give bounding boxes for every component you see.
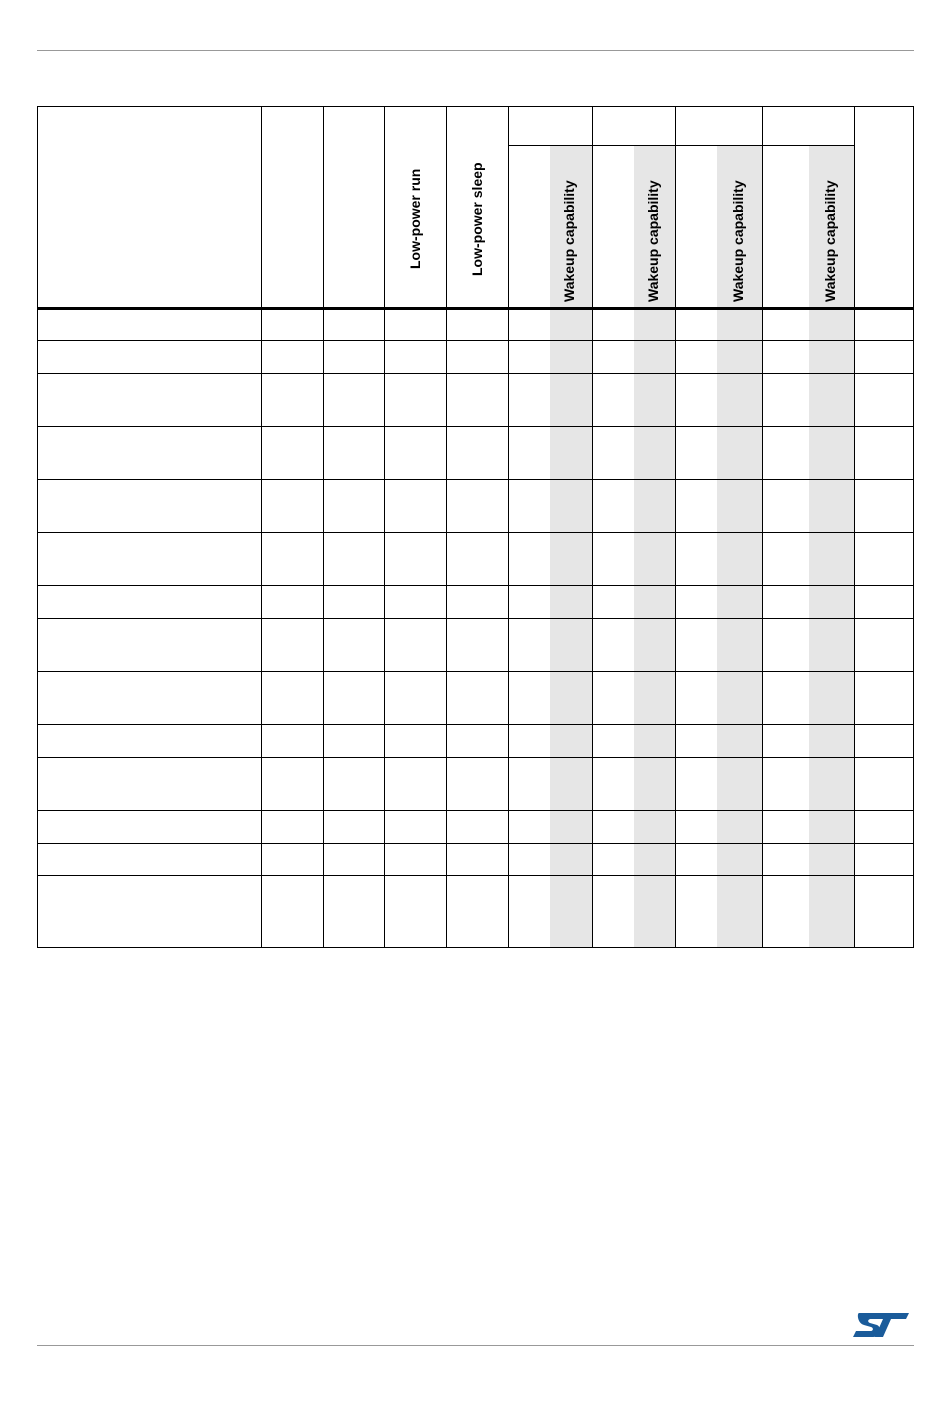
table-border-right [913,106,914,948]
column-divider [508,106,509,948]
header-low-power-run: Low-power run [407,168,423,269]
row-divider [37,810,914,811]
table-border-top [37,106,914,107]
column-divider [675,106,676,948]
row-divider [37,585,914,586]
header-low-power-sleep: Low-power sleep [469,162,485,276]
row-divider [37,479,914,480]
row-divider [37,618,914,619]
table-border-left [37,106,38,948]
column-divider [446,106,447,948]
header-wakeup-capability: Wakeup capability [645,180,661,302]
row-divider [37,373,914,374]
row-divider [37,340,914,341]
row-divider [37,875,914,876]
row-divider [37,757,914,758]
column-divider [762,106,763,948]
column-divider [323,106,324,948]
row-divider [37,532,914,533]
column-divider [384,106,385,948]
column-divider [592,106,593,948]
table-border-bottom [37,947,914,948]
footer-rule [37,1345,914,1346]
header-wakeup-capability: Wakeup capability [730,180,746,302]
header-rule [37,50,914,51]
row-divider [37,724,914,725]
st-logo-icon [851,1311,911,1339]
header-subgroup-line [508,145,854,146]
header-wakeup-capability: Wakeup capability [822,180,838,302]
row-divider [37,671,914,672]
header-wakeup-capability: Wakeup capability [561,180,577,302]
row-divider [37,426,914,427]
peripheral-mode-table [37,106,914,948]
row-divider [37,843,914,844]
column-divider [854,106,855,948]
header-separator [37,307,914,310]
column-divider [261,106,262,948]
